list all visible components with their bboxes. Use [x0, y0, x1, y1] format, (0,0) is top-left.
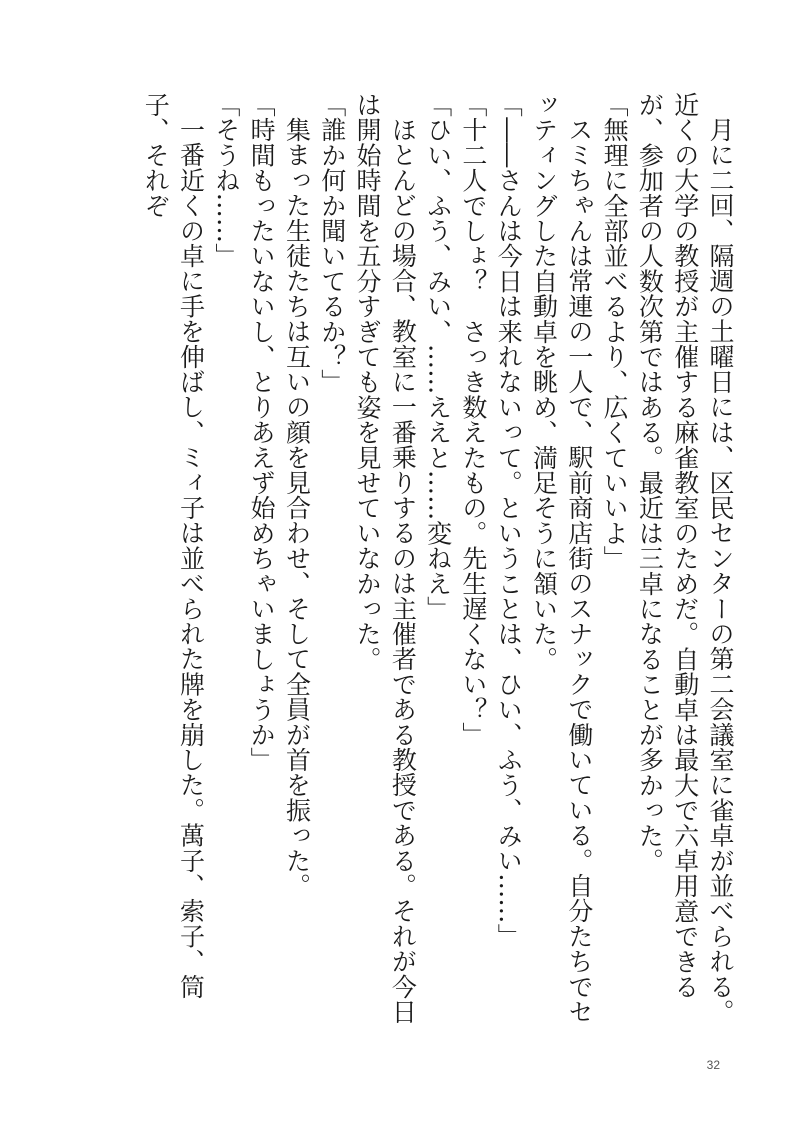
paragraph-5: 「十二人でしょ？ さっき数えたもの。先生遅くない？」	[458, 92, 488, 748]
paragraph-6: 「ひい、ふう、みい、……ええと……変ねえ」	[423, 92, 453, 622]
paragraph-10: 「時間もったいないし、とりあえず始めちゃいましょうか」	[247, 92, 277, 773]
paragraph-2: 「無理に全部並べるより、広くていいよ」	[600, 92, 630, 571]
paragraph-11: 「そうね……」	[211, 92, 241, 269]
page-number: 32	[706, 1058, 720, 1072]
paragraph-9: 集まった生徒たちは互いの顔を見合わせ、そして全員が首を振った。	[282, 117, 312, 899]
paragraph-3: スミちゃんは常連の一人で、駅前商店街のスナックで働いている。自分たちでセッティングした自動卓を眺め、満足そうに頷いた。	[529, 92, 594, 1025]
paragraph-1: 月に二回、隔週の土曜日には、区民センターの第二会議室に雀卓が並べられる。近くの大学の教授が主催する麻雀教室のためだ。自動卓は最大で六卓用意できるが、参加者の人数次第ではある。最近は三卓になることが多かった。	[635, 92, 735, 1025]
paragraph-8: 「誰か何か聞いてるか？」	[317, 92, 347, 395]
vertical-text-block	[102, 92, 738, 1042]
paragraph-7: ほとんどの場合、教室に一番乗りするのは主催者である教授である。それが今日は開始時間を五分すぎても姿を見せていなかった。	[353, 92, 418, 1025]
paragraph-4: 「――さんは今日は来れないって。ということは、ひい、ふう、みい……」	[494, 92, 524, 949]
paragraph-12: 一番近くの卓に手を伸ばし、ミィ子は並べられた牌を崩した。萬子、索子、筒子、それぞ	[141, 92, 206, 999]
